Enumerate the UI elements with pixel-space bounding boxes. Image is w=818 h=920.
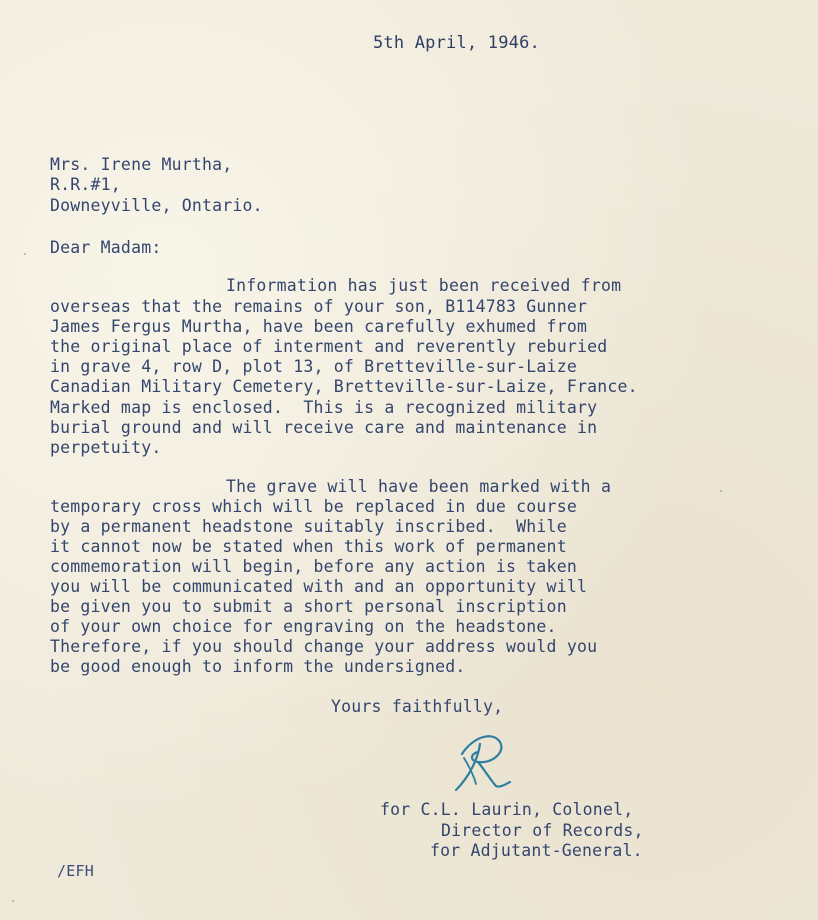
- signature-line-2: Director of Records,: [441, 821, 644, 840]
- paragraph1-line: Canadian Military Cemetery, Bretteville-sur-Laize, France.: [50, 377, 638, 396]
- paragraph2-line: be given you to submit a short personal inscription: [50, 597, 567, 616]
- paragraph2-line: temporary cross which will be replaced in due course: [50, 497, 577, 516]
- recipient-town: Downeyville, Ontario.: [50, 196, 263, 215]
- paragraph2-line: by a permanent headstone suitably inscribed. While: [50, 517, 567, 536]
- paragraph1-line: the original place of interment and reverently reburied: [50, 337, 608, 356]
- paragraph2-line: be good enough to inform the undersigned.: [50, 657, 466, 676]
- reference-initials: /EFH: [57, 862, 94, 880]
- salutation: Dear Madam:: [50, 238, 162, 257]
- signature-line-3: for Adjutant-General.: [430, 841, 643, 860]
- paragraph1-line: perpetuity.: [50, 438, 162, 457]
- paragraph1-line: Information has just been received from: [226, 276, 622, 295]
- letter-date: 5th April, 1946.: [373, 33, 540, 53]
- signature-line-1: for C.L. Laurin, Colonel,: [380, 800, 634, 819]
- paper-speck: [12, 900, 14, 902]
- paragraph1-line: Marked map is enclosed. This is a recognized military: [50, 398, 598, 417]
- paragraph2-line: Therefore, if you should change your address would you: [50, 637, 598, 656]
- paragraph2-line: of your own choice for engraving on the headstone.: [50, 617, 557, 636]
- paper-speck: [24, 253, 26, 255]
- paragraph2-line: The grave will have been marked with a: [226, 477, 612, 496]
- paragraph1-line: burial ground and will receive care and maintenance in: [50, 418, 598, 437]
- paragraph2-line: it cannot now be stated when this work of permanent: [50, 537, 567, 556]
- paragraph1-line: James Fergus Murtha, have been carefully exhumed from: [50, 317, 588, 336]
- closing: Yours faithfully,: [331, 697, 504, 716]
- paragraph1-line: overseas that the remains of your son, B114783 Gunner: [50, 297, 588, 316]
- handwritten-signature: [440, 728, 530, 798]
- recipient-route: R.R.#1,: [50, 175, 121, 194]
- paragraph2-line: you will be communicated with and an opportunity will: [50, 577, 588, 596]
- paragraph1-line: in grave 4, row D, plot 13, of Bretteville-sur-Laize: [50, 357, 577, 376]
- paragraph2-line: commemoration will begin, before any action is taken: [50, 557, 577, 576]
- paper-speck: [720, 490, 722, 492]
- recipient-name: Mrs. Irene Murtha,: [50, 155, 233, 174]
